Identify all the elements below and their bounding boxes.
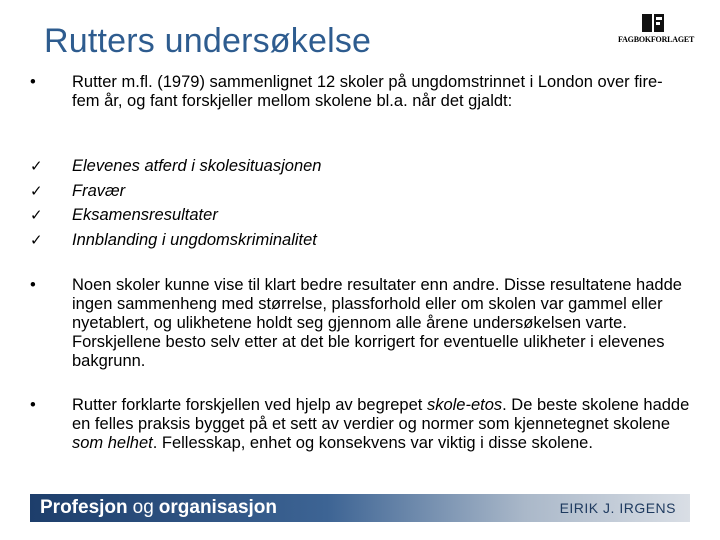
checkmark-icon: ✓ — [30, 181, 43, 200]
explanation-text — [72, 396, 690, 453]
publisher-logo — [618, 14, 695, 50]
check-item-label: Elevenes atferd i skolesituasjonen — [72, 157, 322, 175]
book-logo-icon — [642, 14, 664, 32]
bullet: • — [30, 73, 36, 91]
term-som-helhet: som helhet — [72, 434, 153, 452]
intro-text: Rutter m.fl. (1979) sammenlignet 12 skoler på ungdomstrinnet i London over fire-fem år, og fant forskjeller mellom skolene bl.a. når det gjaldt: — [72, 73, 663, 110]
footer-word: organisasjon — [158, 497, 278, 518]
explanation-paragraph — [30, 396, 690, 453]
footer-author: EIRIK J. IRGENS — [559, 500, 676, 516]
intro-paragraph — [30, 73, 680, 111]
footer-word: Profesjon — [40, 497, 128, 518]
bullet: • — [30, 276, 36, 294]
bullet: • — [30, 396, 36, 414]
results-text: Noen skoler kunne vise til klart bedre resultater enn andre. Disse resultatene hadde ingen sammenheng med størrelse, plassforhold eller om skolen var gammel eller nyetablert, og ulikhetene holdt seg gjennom alle årene undersøkelsen varte. Forskjellene besto selv etter at det ble korrigert for eventuelle ulikheter i elevenes bakgrunn. — [72, 276, 682, 370]
results-paragraph — [30, 276, 690, 371]
footer-word: og — [132, 497, 154, 518]
check-item-label: Eksamensresultater — [72, 206, 218, 224]
text-run: . De beste skolene hadde en felles praksis bygget på et sett av verdier og normer som kjennetegnet skolene — [72, 396, 690, 433]
footer-banner — [30, 494, 690, 522]
logo-wordmark: FAGBOKFORLAGET — [618, 35, 695, 44]
footer-course-title — [40, 497, 277, 519]
term-skole-etos: skole-etos — [426, 396, 503, 414]
text-run: Rutter forklarte forskjellen ved hjelp av begrepet — [72, 396, 427, 414]
checkmark-icon: ✓ — [30, 230, 43, 249]
text-run: . Fellesskap, enhet og konsekvens var viktig i disse skolene. — [152, 434, 593, 452]
checkmark-icon: ✓ — [30, 157, 43, 175]
check-item-label: Innblanding i ungdomskriminalitet — [72, 230, 317, 249]
checkmark-icon: ✓ — [30, 206, 43, 224]
check-item-label: Fravær — [72, 181, 126, 200]
page-title: Rutters undersøkelse — [44, 22, 372, 60]
